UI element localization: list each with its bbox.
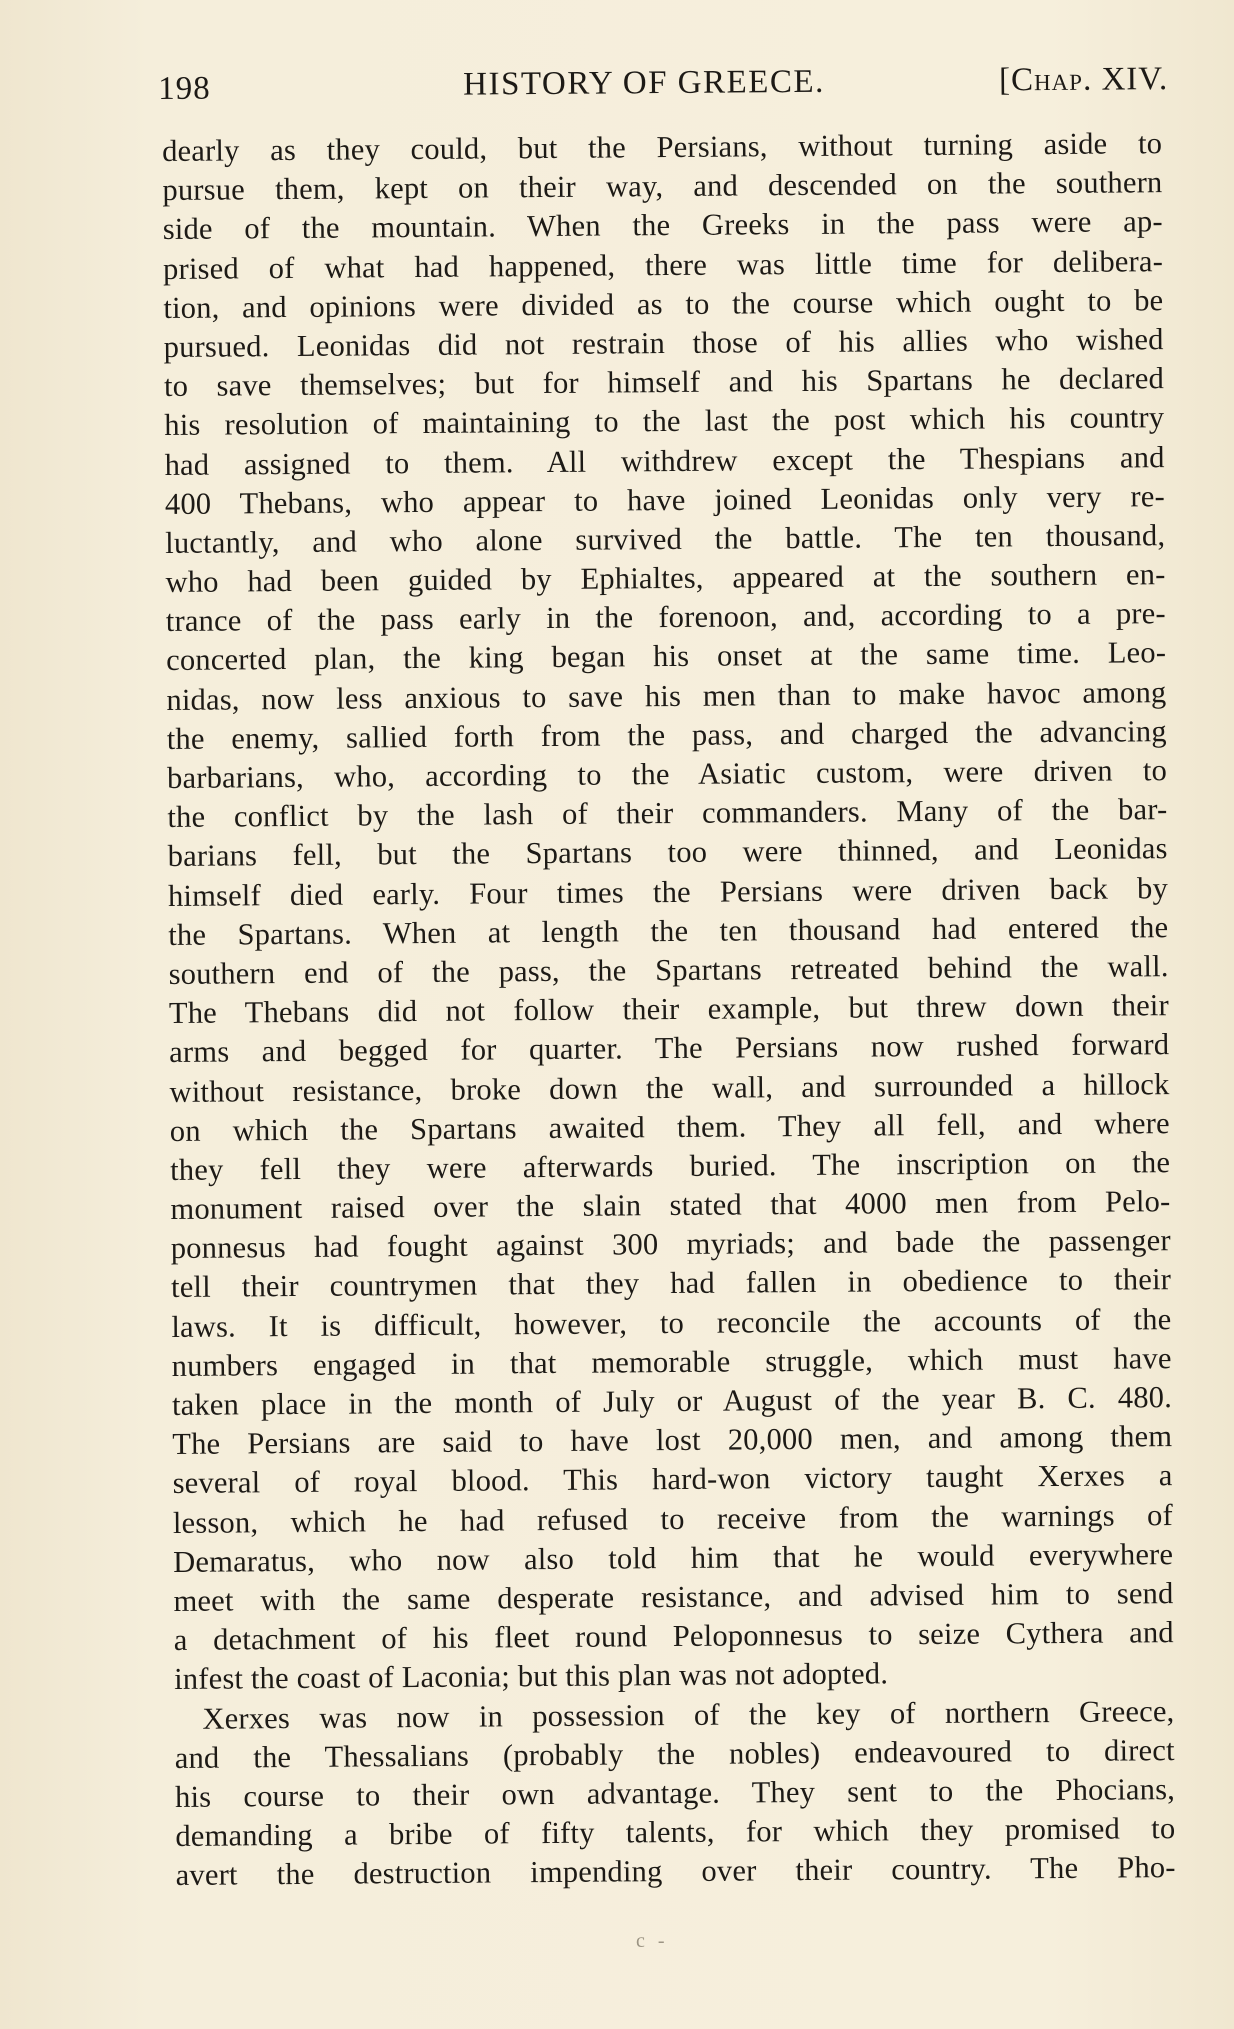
text-line: concerted plan, the king began his onset at the same time. Leo- xyxy=(166,635,1167,678)
text-line: several of royal blood. This hard-won victory taught Xerxes a xyxy=(172,1458,1173,1501)
text-line: southern end of the pass, the Spartans retreated behind the wall. xyxy=(168,949,1169,991)
text-line: lesson, which he had refused to receive from the warnings of xyxy=(172,1497,1174,1540)
text-line: luctantly, and who alone survived the battle. The ten thousand, xyxy=(165,518,1166,560)
text-line: barbarians, who, according to the Asiatic custom, were driven to xyxy=(166,753,1168,795)
text-line: who had been guided by Ephialtes, appeared at the southern en- xyxy=(165,557,1166,600)
chapter-reference: [Chap. XIV. xyxy=(998,61,1169,99)
text-line: himself died early. Four times the Persians were driven back by xyxy=(167,870,1169,913)
text-line: his resolution of maintaining to the last the post which his country xyxy=(164,400,1165,443)
text-line: tell their countrymen that they had fallen in obedience to their xyxy=(170,1262,1172,1305)
text-line: Demaratus, who now also told him that he would everywhere xyxy=(173,1536,1174,1579)
text-line: dearly as they could, but the Persians, without turning aside to xyxy=(162,126,1163,168)
text-line: pursued. Leonidas did not restrain those of his allies who wished xyxy=(163,322,1164,364)
text-line: had assigned to them. All withdrew except the Thespians and xyxy=(164,439,1165,482)
text-line: The Thebans did not follow their example, but threw down their xyxy=(168,988,1170,1031)
text-line: pursue them, kept on their way, and descended on the southern xyxy=(162,165,1163,208)
text-line: The Persians are said to have lost 20,000 men, and among them xyxy=(172,1419,1173,1462)
text-line: nidas, now less anxious to save his men than to make havoc among xyxy=(166,674,1167,717)
text-line: his course to their own advantage. They sent to the Phocians, xyxy=(174,1771,1176,1814)
text-line: infest the coast of Laconia; but this plan was not adopted. xyxy=(174,1656,889,1697)
text-line: and the Thessalians (probably the nobles) endeavoured to direct xyxy=(174,1732,1175,1775)
running-head xyxy=(158,54,1168,112)
text-line: taken place in the month of July or August of the year B. C. 480. xyxy=(171,1380,1173,1422)
printer-mark: c - xyxy=(636,1930,669,1952)
text-line: demanding a bribe of fifty talents, for which they promised to xyxy=(175,1811,1176,1854)
text-line: trance of the pass early in the forenoon, and, according to a pre- xyxy=(165,596,1166,639)
text-line: side of the mountain. When the Greeks in the pass were ap- xyxy=(162,204,1163,247)
text-line: monument raised over the slain stated that 4000 men from Pelo- xyxy=(170,1184,1171,1227)
text-line: barians fell, but the Spartans too were thinned, and Leonidas xyxy=(167,831,1168,874)
text-line: a detachment of his fleet round Peloponnesus to seize Cythera and xyxy=(173,1615,1174,1658)
body-text xyxy=(162,124,1176,1895)
text-line: the conflict by the lash of their commanders. Many of the bar- xyxy=(167,792,1168,835)
text-line: without resistance, broke down the wall, and surrounded a hillock xyxy=(169,1066,1170,1109)
text-line: the Spartans. When at length the ten thousand had entered the xyxy=(168,909,1169,952)
text-line: tion, and opinions were divided as to the course which ought to be xyxy=(163,282,1164,325)
text-line: to save themselves; but for himself and his Spartans he declared xyxy=(163,361,1165,404)
text-line: Xerxes was now in possession of the key of northern Greece, xyxy=(202,1693,1175,1736)
text-line: avert the destruction impending over their country. The Pho- xyxy=(175,1850,1176,1893)
text-line: laws. It is difficult, however, to reconcile the accounts of the xyxy=(171,1301,1172,1344)
text-line: numbers engaged in that memorable struggle, which must have xyxy=(171,1340,1172,1383)
text-line: prised of what had happened, there was little time for delibera- xyxy=(162,243,1164,286)
text-line: ponnesus had fought against 300 myriads; and bade the passenger xyxy=(170,1223,1171,1266)
text-line: they fell they were afterwards buried. The inscription on the xyxy=(170,1144,1171,1187)
page-number: 198 xyxy=(158,70,211,107)
running-title: HISTORY OF GREECE. xyxy=(463,63,825,103)
text-line: on which the Spartans awaited them. They all fell, and where xyxy=(169,1105,1170,1148)
text-line: meet with the same desperate resistance, and advised him to send xyxy=(173,1576,1174,1618)
text-line: the enemy, sallied forth from the pass, and charged the advancing xyxy=(166,713,1167,756)
text-line: arms and begged for quarter. The Persians now rushed forward xyxy=(169,1027,1170,1070)
text-line: 400 Thebans, who appear to have joined Leonidas only very re- xyxy=(164,478,1166,521)
